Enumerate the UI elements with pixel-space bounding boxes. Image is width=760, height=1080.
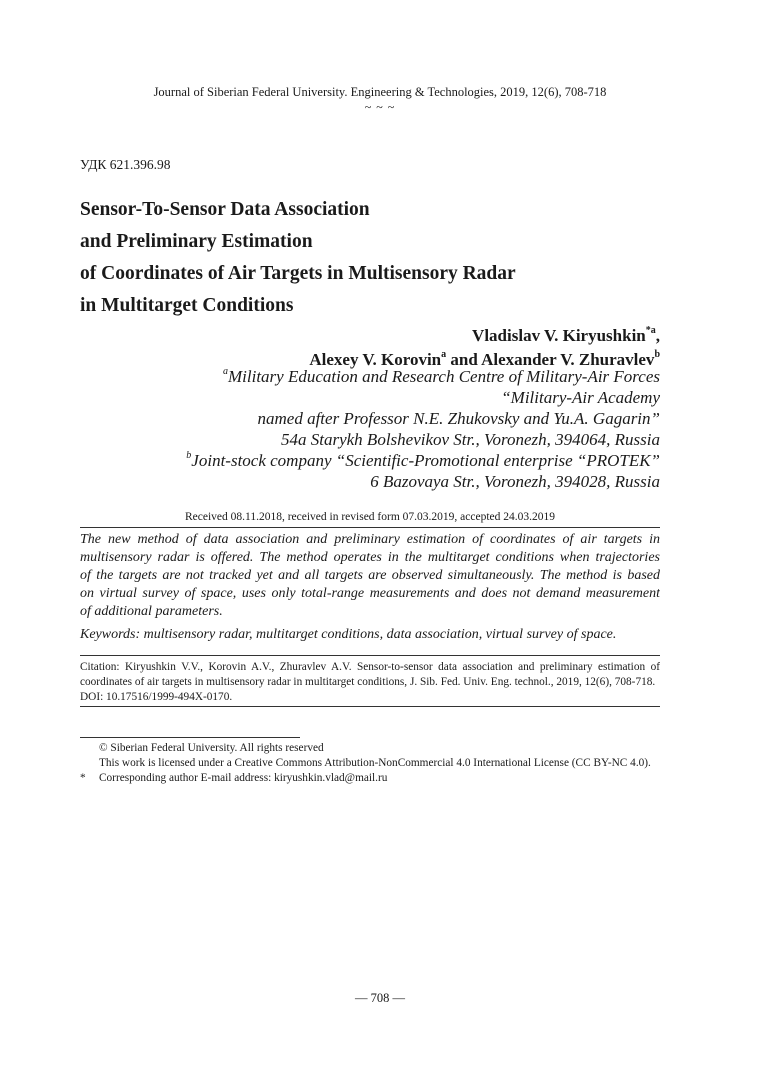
divider — [80, 527, 660, 528]
affil-line: 6 Bazovaya Str., Voronezh, 394028, Russia — [370, 472, 660, 491]
title-line: of Coordinates of Air Targets in Multisensory Radar — [80, 263, 516, 284]
author-affil-mark: b — [654, 349, 660, 361]
title-line: in Multitarget Conditions — [80, 295, 294, 316]
footnote-corresponding — [80, 771, 680, 786]
author-name: and Alexander V. Zhuravlev — [446, 350, 655, 369]
divider — [80, 706, 660, 707]
citation-line: coordinates of air targets in multisensory radar in multitarget conditions, J. Sib. Fed. Univ. Eng. technol., 2019, 12(6), 708-718. — [80, 676, 656, 688]
affil-line: Joint-stock company “Scientific-Promotional enterprise “PROTEK” — [191, 451, 660, 470]
title-line: Sensor-To-Sensor Data Association — [80, 199, 370, 220]
divider — [80, 655, 660, 656]
affil-mark: a — [223, 366, 228, 378]
affil-line: named after Professor N.E. Zhukovsky and Yu.A. Gagarin” — [257, 409, 660, 428]
footnote-mark: * — [80, 772, 86, 784]
abstract-line: of additional parameters. — [80, 604, 223, 619]
keywords: Keywords: multisensory radar, multitarget conditions, data association, virtual survey of space. — [80, 627, 617, 642]
received-dates: Received 08.11.2018, received in revised form 07.03.2019, accepted 24.03.2019 — [184, 511, 556, 523]
abstract — [80, 531, 660, 621]
header-ornament: ~ ~ ~ — [364, 100, 396, 114]
author-name: Vladislav V. Kiryushkin — [472, 326, 646, 345]
author-affil-mark: *a — [645, 325, 656, 337]
author-affil-mark: a — [441, 349, 447, 361]
citation-line: DOI: 10.17516/1999-494X-0170. — [80, 691, 233, 703]
article-title — [80, 194, 640, 322]
footnote-rule — [80, 737, 300, 738]
footnote-license: This work is licensed under a Creative Commons Attribution-NonCommercial 4.0 International License (CC BY-NC 4.0). — [99, 757, 651, 769]
affil-line: Military Education and Research Centre of Military-Air Forces — [228, 367, 660, 386]
abstract-line: on virtual survey of space, uses only total-range measurements and does not demand measurement — [80, 586, 660, 601]
affiliations — [60, 366, 660, 492]
abstract-line: of the targets are not tracked yet and all targets are observed simultaneously. The method is based — [80, 568, 660, 583]
abstract-line: The new method of data association and preliminary estimation of coordinates of air targets in — [80, 532, 660, 547]
title-line: and Preliminary Estimation — [80, 231, 313, 252]
footnotes — [80, 741, 680, 786]
author-name: Alexey V. Korovin — [309, 350, 442, 369]
journal-header: Journal of Siberian Federal University. Engineering & Technologies, 2019, 12(6), 708-718 — [153, 85, 607, 99]
citation — [80, 660, 660, 705]
citation-line: Citation: Kiryushkin V.V., Korovin A.V., Zhuravlev A.V. Sensor-to-sensor data association and preliminary estimation of — [80, 661, 660, 673]
page-number: ― 708 ― — [355, 991, 405, 1005]
udk-code: УДК 621.396.98 — [80, 157, 171, 172]
corresponding-email: Corresponding author E-mail address: kiryushkin.vlad@mail.ru — [99, 772, 388, 784]
footnote-copyright: © Siberian Federal University. All rights reserved — [99, 742, 324, 754]
affil-mark: b — [186, 450, 192, 462]
abstract-line: multisensory radar is offered. The method operates in the multitarget conditions when trajectories — [80, 550, 660, 565]
affil-line: 54a Starykh Bolshevikov Str., Voronezh, 394064, Russia — [281, 430, 660, 449]
author-list: Vladislav V. Kiryushkin$^{*a}$, Alexey V. Korovin$^a$ and Alexander V. Zhuravlev$^b$ — [309, 325, 660, 369]
affil-line: “Military-Air Academy — [501, 388, 660, 407]
